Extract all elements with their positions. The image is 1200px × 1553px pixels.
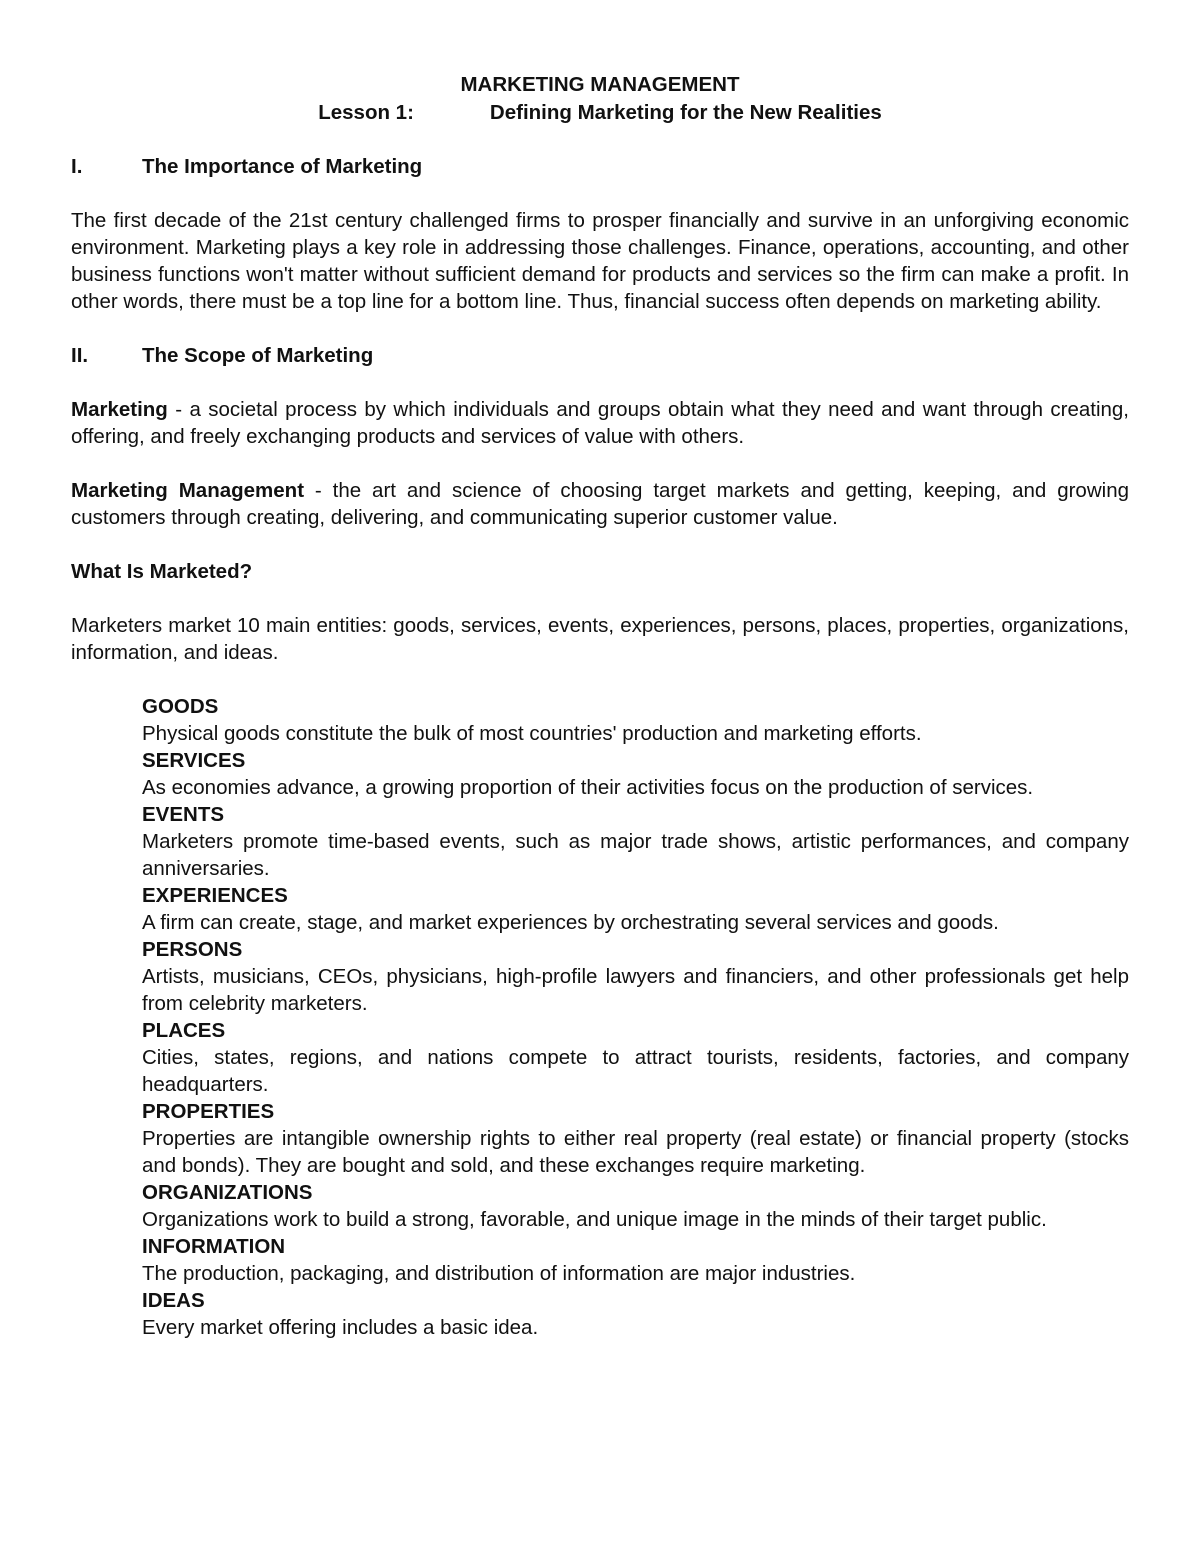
entity-name: EXPERIENCES	[142, 884, 288, 907]
entity-name: PROPERTIES	[142, 1100, 275, 1123]
entity-name: INFORMATION	[142, 1235, 286, 1258]
section-1-number: I.	[71, 155, 83, 178]
entity-name: ORGANIZATIONS	[142, 1181, 313, 1204]
marketing-management-definition	[71, 477, 1129, 531]
entity-description: Artists, musicians, CEOs, physicians, high-profile lawyers and financiers, and other professionals get help from celebrity marketers.	[142, 965, 1129, 1015]
entity-name: PLACES	[142, 1019, 226, 1042]
entity-description: As economies advance, a growing proportion of their activities focus on the production of services.	[142, 776, 1034, 799]
entity-description: Every market offering includes a basic idea.	[142, 1316, 539, 1339]
entity-description: Cities, states, regions, and nations compete to attract tourists, residents, factories, and company headquarters.	[142, 1046, 1129, 1096]
what-is-marketed-heading: What Is Marketed?	[71, 560, 253, 583]
lesson-line	[71, 99, 1129, 127]
section-1-title: The Importance of Marketing	[142, 155, 423, 178]
entity-list	[142, 693, 1129, 1341]
marketing-definition	[71, 396, 1129, 450]
marketing-definition-text: - a societal process by which individuals and groups obtain what they need and want through creating, offering, and freely exchanging products and services of value with others.	[71, 398, 1129, 448]
entity-description: The production, packaging, and distribution of information are major industries.	[142, 1262, 856, 1285]
section-2-heading	[71, 342, 1129, 369]
lesson-title: Defining Marketing for the New Realities	[489, 101, 882, 124]
entity-description: Marketers promote time-based events, such as major trade shows, artistic performances, and company anniversaries.	[142, 830, 1129, 880]
importance-paragraph: The first decade of the 21st century challenged firms to prosper financially and survive in an unforgiving economic environment. Marketing plays a key role in addressing those challenges. Finance, operations, accounting, and other business functions won't matter without sufficient demand for products and services so the firm can make a profit. In other words, there must be a top line for a bottom line. Thus, financial success often depends on marketing ability.	[71, 209, 1129, 313]
entity-name: SERVICES	[142, 749, 246, 772]
entity-name: EVENTS	[142, 803, 225, 826]
section-2-number: II.	[71, 344, 89, 367]
entity-name: IDEAS	[142, 1289, 205, 1312]
marketing-term: Marketing	[71, 398, 168, 421]
entity-description: A firm can create, stage, and market experiences by orchestrating several services and goods.	[142, 911, 999, 934]
section-2-title: The Scope of Marketing	[142, 344, 374, 367]
entity-description: Properties are intangible ownership rights to either real property (real estate) or financial property (stocks and bonds). They are bought and sold, and these exchanges require marketing.	[142, 1127, 1129, 1177]
document-page	[71, 71, 1129, 1341]
entity-description: Physical goods constitute the bulk of most countries' production and marketing efforts.	[142, 722, 922, 745]
course-title: MARKETING MANAGEMENT	[460, 73, 740, 96]
lesson-label: Lesson 1:	[318, 101, 414, 124]
entity-name: GOODS	[142, 695, 219, 718]
entity-description: Organizations work to build a strong, favorable, and unique image in the minds of their target public.	[142, 1208, 1047, 1231]
marketing-management-term: Marketing Management	[71, 479, 305, 502]
entity-name: PERSONS	[142, 938, 243, 961]
section-1-heading	[71, 153, 1129, 180]
marketing-management-definition-text: - the art and science of choosing target markets and getting, keeping, and growing customers through creating, delivering, and communicating superior customer value.	[71, 479, 1129, 529]
what-is-marketed-intro: Marketers market 10 main entities: goods, services, events, experiences, persons, places, properties, organizations, information, and ideas.	[71, 614, 1129, 664]
